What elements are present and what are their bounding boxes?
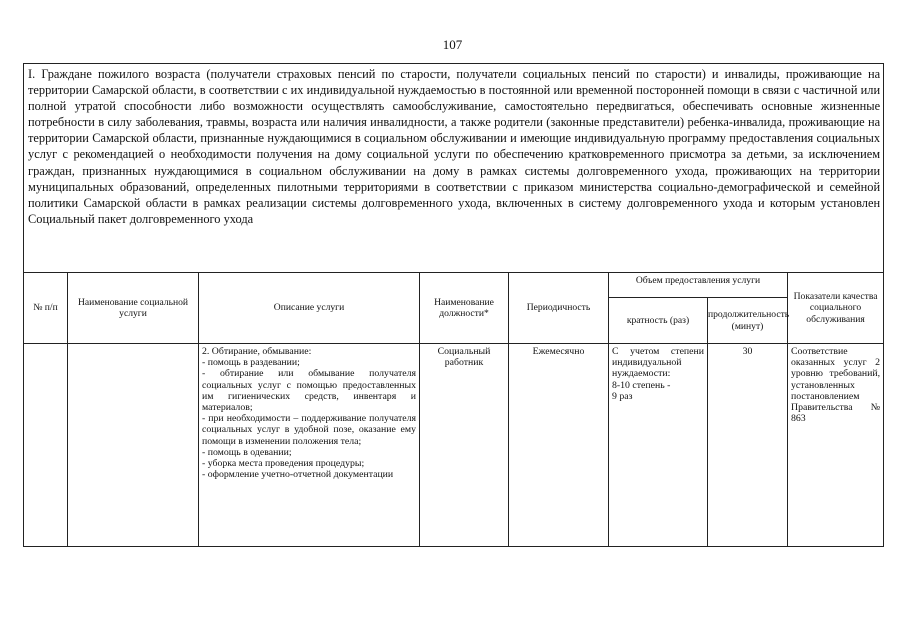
description-line: - помощь в раздевании; [202, 357, 300, 369]
header-periodicity: Периодичность [509, 273, 609, 344]
description-line: - оформление учетно-отчетной документации [202, 469, 394, 481]
frequency-line: С учетом степени индивидуальной нуждаемости: [612, 346, 704, 380]
services-table [23, 63, 884, 547]
header-service-name: Наименование социальной услуги [68, 273, 199, 344]
table-row [24, 344, 884, 547]
description-line: - помощь в одевании; [202, 446, 292, 458]
row-periodicity: Ежемесячно [509, 344, 609, 547]
row-frequency [609, 344, 708, 547]
header-description: Описание услуги [199, 273, 420, 344]
description-line: - уборка места проведения процедуры; [202, 458, 365, 470]
description-line: - обтирание или обмывание получателя социальных услуг с помощью предоставленных им гигиенических средств, инвентаря и материалов; [202, 368, 416, 414]
row-quality: Соответствие оказанных услуг 2 уровню требований, установленных постановлением Правительства № 863 [788, 344, 884, 547]
header-position: Наименование должности* [420, 273, 509, 344]
header-frequency: кратность (раз) [609, 298, 708, 344]
row-duration: 30 [708, 344, 788, 547]
header-quality: Показатели качества социального обслуживания [788, 273, 884, 344]
section-heading: I. Граждане пожилого возраста (получатели страховых пенсий по старости, получатели социальных пенсий по старости) и инвалиды, проживающие на территории Самарской области, в соответствии с их индивидуальной нуждаемостью в постоянной или временной посторонней помощи в связи с частичной или полной утратой способности либо возможности осуществлять самообслуживание, самостоятельно передвигаться, обеспечивать основные жизненные потребности в силу заболевания, травмы, возраста или наличия инвалидности, а также родители (законные представители) ребенка-инвалида, проживающие на территории Самарской области, признанные нуждающимися в социальном обслуживании и имеющие индивидуальную программу предоставления социальных услуг с рекомендацией о необходимости получения на дому социальной услуги по обеспечению кратковременного присмотра за детьми, за исключением граждан, признанных нуждающимися в социальном обслуживании на дому в рамках системы долговременного ухода, проживающих на территории муниципальных образований, определенных пилотными территориями в соответствии с приказом министерства социально-демографической и семейной политики Самарской области в рамках реализации системы долговременного ухода, включенных в систему долговременного ухода и которым установлен Социальный пакет долговременного ухода [24, 64, 884, 273]
header-volume: Объем предоставления услуги [609, 273, 788, 298]
row-description [199, 344, 420, 547]
header-duration: продолжительность (минут) [708, 298, 788, 344]
frequency-line: 9 раз [612, 390, 633, 402]
description-line: - при необходимости – поддерживание получателя социальных услуг в удобной позе, оказание ему помощи в изменении положения тела; [202, 413, 416, 447]
row-number [24, 344, 68, 547]
header-number: № п/п [24, 273, 68, 344]
row-service-name [68, 344, 199, 547]
row-position: Социальный работник [420, 344, 509, 547]
description-line: 2. Обтирание, обмывание: [202, 346, 312, 357]
frequency-line: 8-10 степень - [612, 379, 671, 391]
page-number: 107 [442, 37, 463, 52]
